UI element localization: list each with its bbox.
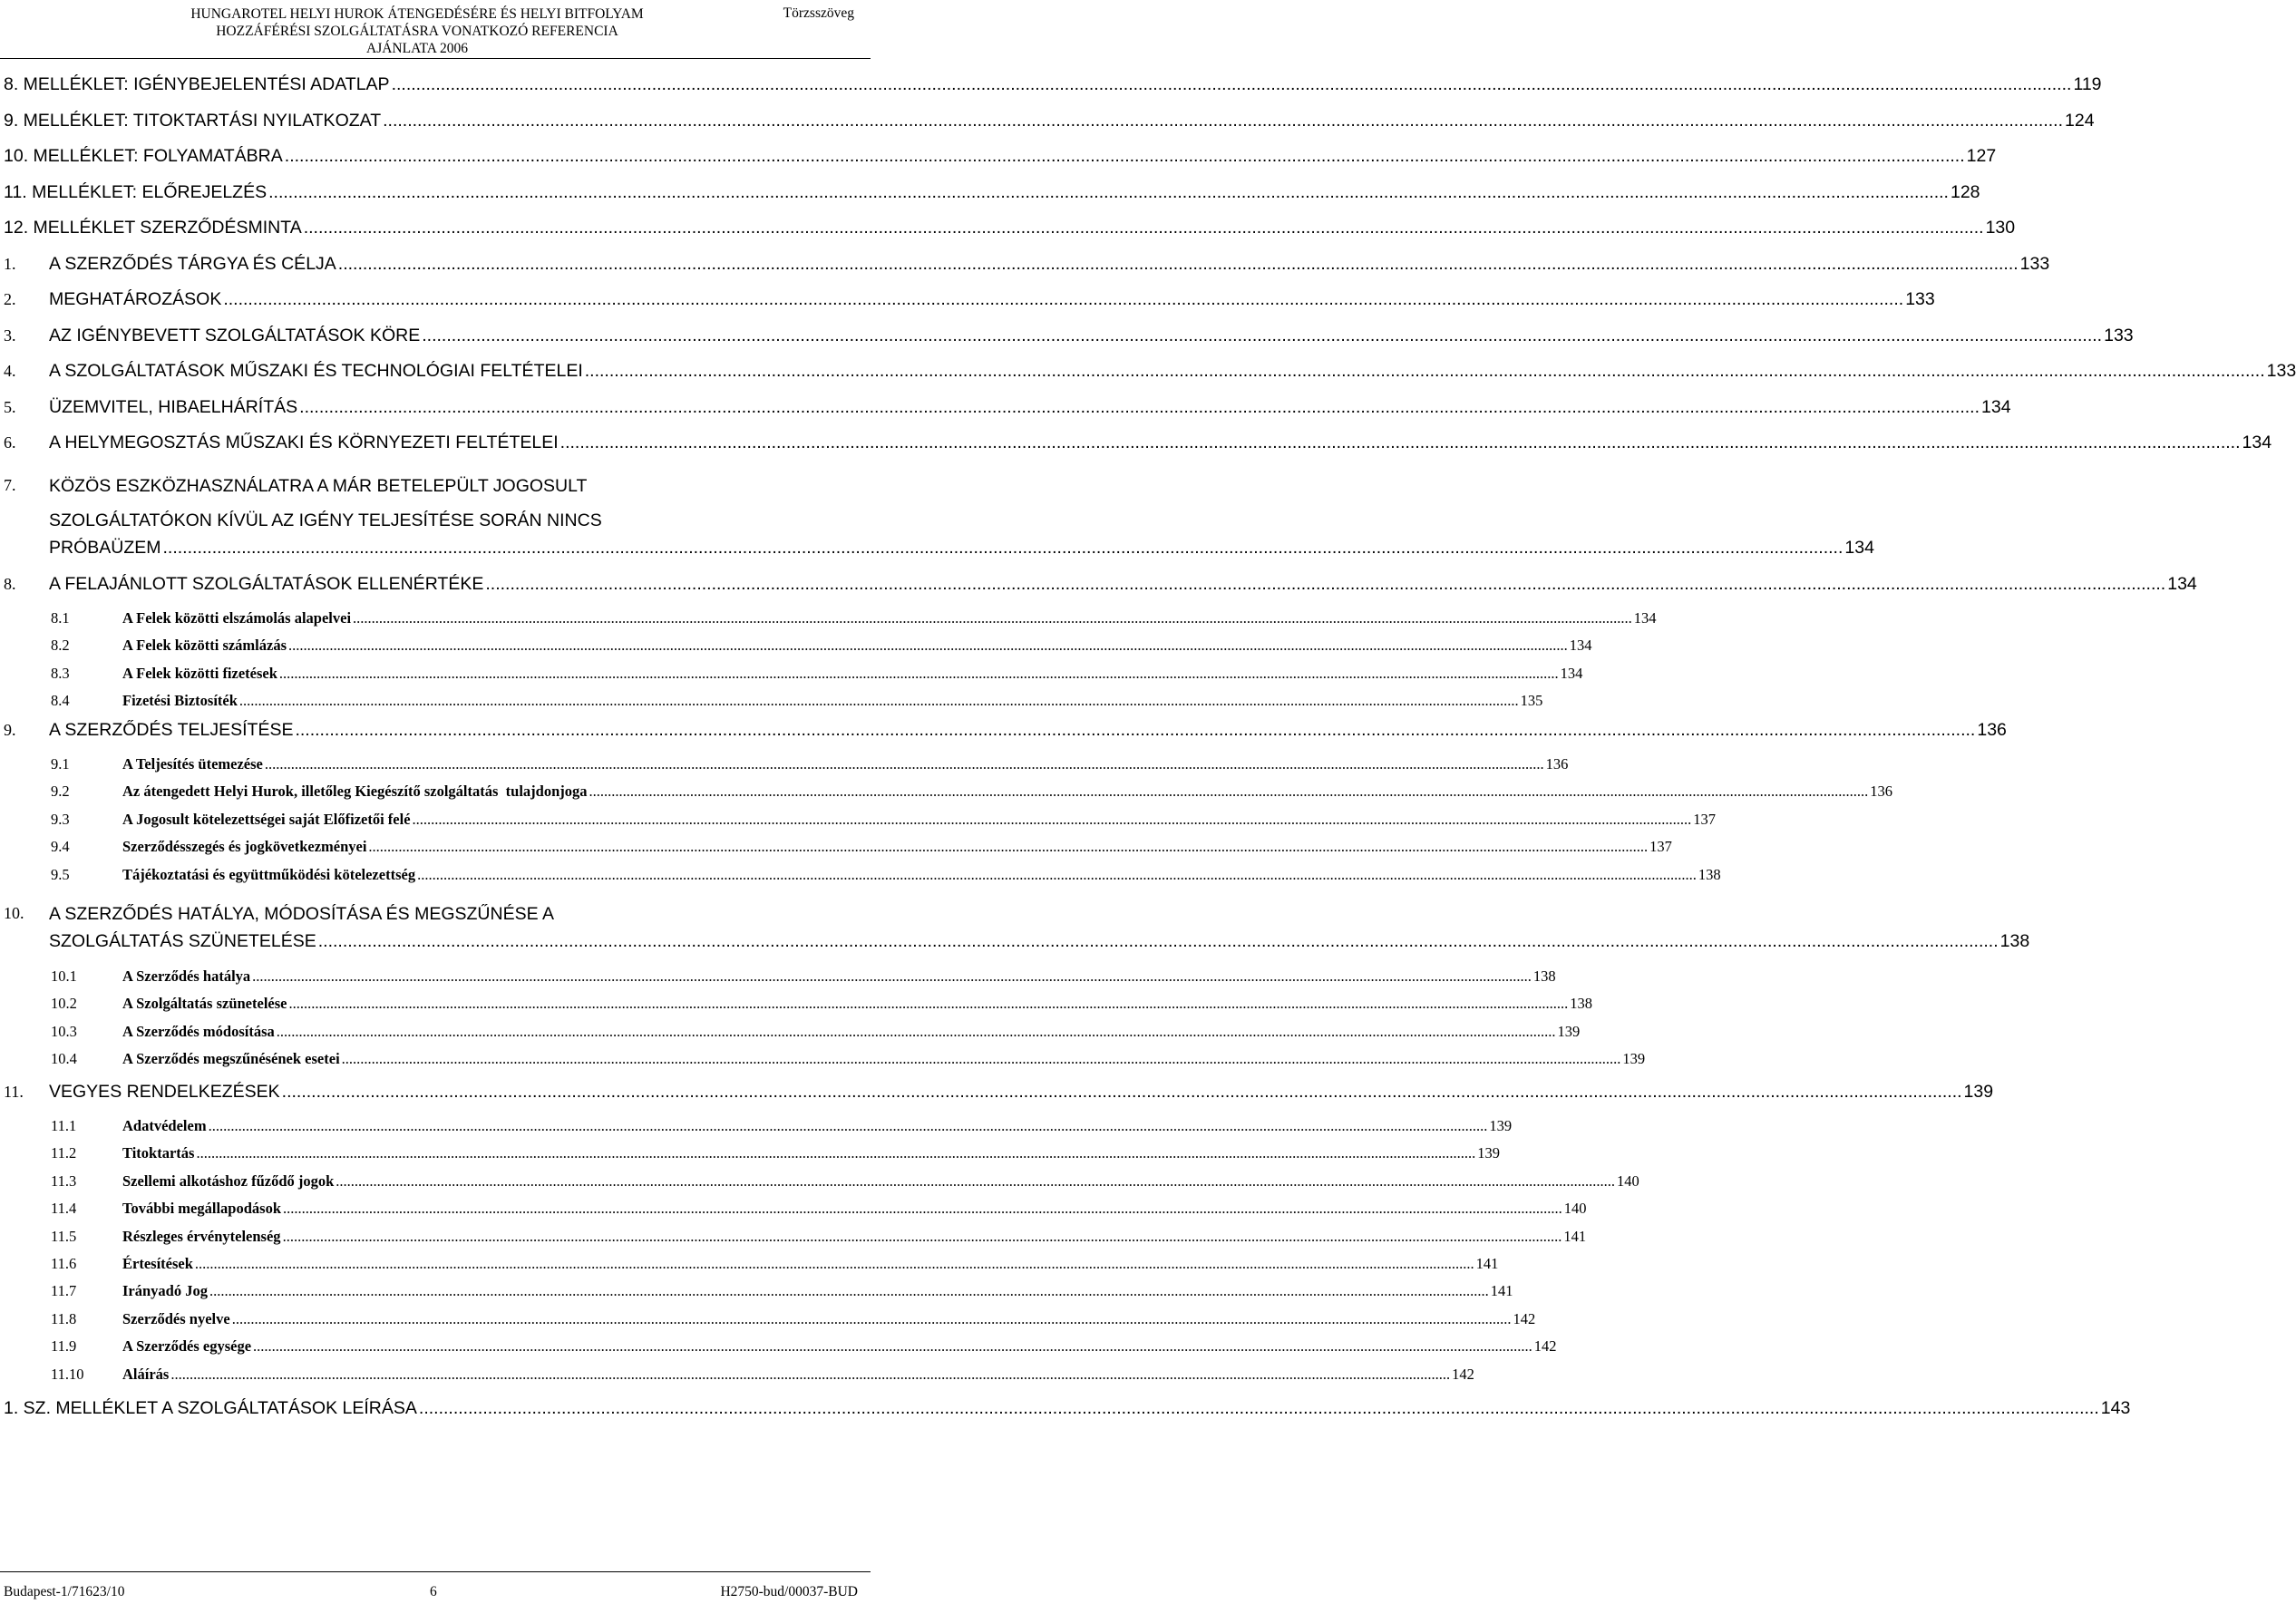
toc-subentry[interactable] (0, 755, 1569, 783)
leader-dots (265, 755, 1544, 773)
toc-number: 11.7 (51, 1282, 77, 1300)
toc-number: 11.8 (51, 1309, 77, 1327)
toc-number: 10.4 (51, 1050, 77, 1068)
toc-subentry[interactable] (0, 637, 1592, 664)
toc-entry[interactable] (0, 218, 2016, 254)
toc-subentry[interactable] (0, 995, 1592, 1022)
document-title (109, 5, 725, 57)
toc-page: 139 (1622, 1050, 1646, 1068)
toc-entry[interactable] (0, 469, 1874, 574)
toc-page: 134 (2242, 433, 2272, 452)
leader-dots (232, 1310, 1512, 1328)
toc-entry[interactable] (0, 110, 2095, 147)
toc-title: Részleges érvénytelenség (122, 1227, 281, 1245)
leader-dots (353, 609, 1632, 627)
leader-dots (163, 538, 1844, 559)
leader-dots (223, 289, 1903, 310)
toc-subentry[interactable] (0, 1050, 1646, 1077)
toc-number: 9.3 (51, 810, 70, 828)
toc-entry[interactable] (0, 74, 2102, 111)
toc-number: 9.4 (51, 838, 70, 856)
toc-subentry[interactable] (0, 664, 1583, 692)
toc-title: Tájékoztatási és együttműködési kötelezettség (122, 865, 416, 883)
leader-dots (283, 1200, 1562, 1218)
toc-title: A SZERZŐDÉS TELJESÍTÉSE (49, 719, 294, 740)
title-line: AJÁNLATA 2006 (366, 41, 468, 56)
footer-rule (0, 1571, 871, 1572)
leader-dots (383, 111, 2063, 131)
toc-title: AZ IGÉNYBEVETT SZOLGÁLTATÁSOK KÖRE (49, 325, 421, 345)
toc-title: Adatvédelem (122, 1117, 207, 1135)
leader-dots (417, 866, 1697, 884)
leader-dots (285, 146, 1965, 167)
toc-title: A Szerződés módosítása (122, 1022, 275, 1040)
leader-dots (282, 1082, 1962, 1103)
toc-page: 133 (2104, 325, 2134, 345)
toc-number: 8.3 (51, 664, 70, 682)
toc-subentry[interactable] (0, 783, 1892, 810)
toc-title: A Szerződés hatálya (122, 967, 251, 986)
toc-number: 11.6 (51, 1255, 77, 1273)
toc-subentry[interactable] (0, 1255, 1499, 1282)
toc-subentry[interactable] (0, 1282, 1513, 1309)
toc-page: 143 (2100, 1397, 2131, 1418)
page-header (0, 0, 871, 58)
toc-entry[interactable] (0, 289, 1935, 326)
toc-title: A Teljesítés ütemezése (122, 755, 263, 773)
leader-dots (336, 1172, 1615, 1191)
toc-page: 141 (1475, 1255, 1499, 1273)
toc-number: 9.1 (51, 755, 70, 773)
toc-title: 10. MELLÉKLET: FOLYAMATÁBRA (4, 146, 283, 166)
toc-subentry[interactable] (0, 1227, 1587, 1255)
toc-number: 11.5 (51, 1227, 77, 1245)
toc-entry[interactable] (0, 325, 2134, 362)
toc-subentry[interactable] (0, 1117, 1513, 1144)
section-label: Törzsszöveg (783, 5, 854, 21)
toc-number: 10. (4, 904, 24, 923)
toc-page: 140 (1563, 1200, 1587, 1218)
toc-title: 8. MELLÉKLET: IGÉNYBEJELENTÉSI ADATLAP (4, 74, 390, 94)
toc-page: 134 (1560, 664, 1583, 682)
toc-subentry[interactable] (0, 1022, 1581, 1050)
toc-page: 128 (1950, 181, 1980, 202)
leader-dots (288, 995, 1568, 1013)
leader-dots (585, 361, 2265, 382)
toc-title: A Szerződés egysége (122, 1337, 252, 1356)
leader-dots (589, 783, 1869, 801)
toc-page: 139 (1489, 1117, 1513, 1135)
toc-page: 124 (2065, 110, 2095, 131)
toc-page: 134 (1844, 537, 1874, 558)
toc-number: 2. (4, 290, 16, 308)
toc-title: A SZOLGÁLTATÁSOK MŰSZAKI ÉS TECHNOLÓGIAI FELTÉTELEI (49, 361, 583, 381)
toc-subentry[interactable] (0, 1337, 1557, 1365)
toc-number: 11.10 (51, 1365, 84, 1383)
toc-title: Irányadó Jog (122, 1282, 208, 1300)
toc-page: 133 (2266, 361, 2296, 381)
toc-entry[interactable] (0, 396, 2011, 433)
toc-title: A Felek közötti fizetések (122, 664, 277, 682)
toc-subentry[interactable] (0, 810, 1717, 838)
toc-title: Az átengedett Helyi Hurok, illetőleg Kiegészítő szolgáltatás tulajdonjoga (122, 783, 588, 801)
toc-page: 134 (1633, 609, 1657, 627)
toc-title: 11. MELLÉKLET: ELŐREJELZÉS (4, 181, 268, 202)
leader-dots (283, 1228, 1562, 1246)
toc-title: MEGHATÁROZÁSOK (49, 289, 222, 309)
toc-page: 141 (1490, 1282, 1513, 1300)
toc-title: A Jogosult kötelezettségei saját Előfizetői felé (122, 810, 411, 828)
toc-entry[interactable] (0, 719, 2007, 756)
toc-page: 134 (2167, 573, 2197, 594)
toc-number: 3. (4, 326, 16, 345)
toc-page: 133 (2019, 253, 2050, 274)
toc-title: A Szerződés megszűnésének esetei (122, 1050, 340, 1068)
title-line: HUNGAROTEL HELYI HUROK ÁTENGEDÉSÉRE ÉS HELYI BITFOLYAM (190, 6, 644, 22)
toc-page: 137 (1693, 810, 1717, 828)
toc-page: 141 (1563, 1227, 1587, 1245)
leader-dots (288, 637, 1568, 655)
toc-title: A FELAJÁNLOTT SZOLGÁLTATÁSOK ELLENÉRTÉKE (49, 573, 484, 594)
toc-title: Szellemi alkotáshoz fűződő jogok (122, 1171, 335, 1190)
toc-subentry[interactable] (0, 609, 1657, 637)
toc-page: 140 (1617, 1171, 1639, 1190)
toc-page: 142 (1533, 1337, 1557, 1356)
toc-page: 119 (2073, 74, 2102, 94)
toc-subentry[interactable] (0, 1365, 1474, 1393)
toc-entry[interactable] (0, 573, 2197, 610)
toc-number: 8.2 (51, 637, 70, 655)
leader-dots (392, 74, 2072, 95)
toc-title: A HELYMEGOSZTÁS MŰSZAKI ÉS KÖRNYEZETI FELTÉTELEI (49, 433, 559, 452)
toc-page: 136 (1977, 719, 2007, 740)
toc-subentry[interactable] (0, 692, 1543, 719)
toc-title: További megállapodások (122, 1200, 281, 1218)
leader-dots (239, 692, 1519, 710)
toc-subentry[interactable] (0, 838, 1672, 865)
toc-title: A Felek közötti elszámolás alapelvei (122, 609, 352, 627)
toc-page: 139 (1557, 1022, 1581, 1040)
toc-page: 133 (1905, 289, 1935, 309)
toc-number: 9.2 (51, 783, 70, 801)
toc-title: A SZERZŐDÉS TÁRGYA ÉS CÉLJA (49, 253, 336, 274)
toc-entry[interactable] (0, 181, 1980, 219)
leader-dots (485, 574, 2165, 595)
leader-dots (299, 397, 1980, 418)
leader-dots (318, 931, 1999, 952)
toc-number: 10.3 (51, 1022, 77, 1040)
leader-dots (252, 967, 1532, 986)
toc-title: 9. MELLÉKLET: TITOKTARTÁSI NYILATKOZAT (4, 110, 382, 131)
toc-page: 139 (1963, 1081, 1994, 1102)
toc-title: 12. MELLÉKLET SZERZŐDÉSMINTA (4, 218, 302, 238)
toc-number: 11.1 (51, 1117, 77, 1135)
toc-number: 10.1 (51, 967, 77, 986)
toc-subentry[interactable] (0, 1171, 1639, 1200)
toc-number: 11. (4, 1082, 24, 1101)
toc-subentry[interactable] (0, 1144, 1500, 1171)
toc-number: 4. (4, 362, 16, 380)
toc-page: 139 (1477, 1144, 1500, 1162)
document-reference: Budapest-1/71623/10 (4, 1584, 125, 1599)
toc-title: ÜZEMVITEL, HIBAELHÁRÍTÁS (49, 396, 298, 417)
toc-number: 8. (4, 574, 16, 593)
toc-entry[interactable] (0, 433, 2272, 469)
leader-dots (279, 665, 1559, 683)
toc-page: 137 (1649, 838, 1672, 856)
toc-number: 7. (4, 475, 16, 494)
toc-entry[interactable] (0, 361, 2296, 397)
toc-title-line: SZOLGÁLTATÁS SZÜNETELÉSE (49, 931, 316, 952)
leader-dots (419, 1398, 2099, 1419)
leader-dots (338, 254, 2019, 275)
toc-title: VEGYES RENDELKEZÉSEK (49, 1081, 280, 1102)
toc-page: 138 (1570, 995, 1592, 1013)
toc-number: 8.4 (51, 692, 70, 710)
toc-title-line: SZOLGÁLTATÓKON KÍVÜL AZ IGÉNY TELJESÍTÉSE SORÁN NINCS (49, 510, 602, 530)
leader-dots (277, 1023, 1556, 1041)
toc-page: 135 (1520, 692, 1543, 710)
leader-dots (195, 1255, 1474, 1273)
toc-page: 127 (1966, 146, 1997, 166)
toc-title: 1. SZ. MELLÉKLET A SZOLGÁLTATÁSOK LEÍRÁSA (4, 1397, 417, 1418)
toc-title-line: PRÓBAÜZEM (49, 537, 161, 558)
toc-title: Fizetési Biztosíték (122, 692, 238, 710)
leader-dots (422, 326, 2102, 346)
leader-dots (253, 1337, 1532, 1356)
leader-dots (268, 182, 1949, 203)
toc-page: 134 (1569, 637, 1592, 655)
toc-page: 142 (1513, 1309, 1536, 1327)
page-number: 6 (430, 1584, 437, 1599)
toc-title: Szerződés nyelve (122, 1309, 230, 1327)
toc-title: Szerződésszegés és jogkövetkezményei (122, 838, 367, 856)
toc-title-line: A SZERZŐDÉS HATÁLYA, MÓDOSÍTÁSA ÉS MEGSZŰNÉSE A (49, 904, 554, 925)
leader-dots (209, 1282, 1489, 1300)
toc-page: 138 (1999, 931, 2030, 952)
header-rule (0, 58, 871, 59)
leader-dots (342, 1050, 1621, 1068)
toc-entry[interactable] (0, 1081, 1994, 1118)
toc-page: 138 (1698, 865, 1721, 883)
leader-dots (295, 720, 1975, 741)
toc-title: A Szolgáltatás szünetelése (122, 995, 287, 1013)
toc-number: 11.3 (51, 1171, 77, 1190)
leader-dots (413, 811, 1692, 829)
toc-title: Titoktartás (122, 1144, 195, 1162)
toc-number: 8.1 (51, 609, 70, 627)
leader-dots (560, 433, 2241, 453)
file-code: H2750-bud/00037-BUD (720, 1584, 858, 1599)
title-line: HOZZÁFÉRÉSI SZOLGÁLTATÁSRA VONATKOZÓ REFERENCIA (216, 24, 618, 39)
toc-number: 6. (4, 433, 16, 452)
toc-page: 142 (1452, 1365, 1474, 1383)
toc-subentry[interactable] (0, 865, 1721, 893)
leader-dots (196, 1144, 1475, 1162)
table-of-contents (0, 74, 2296, 1434)
toc-number: 5. (4, 397, 16, 416)
toc-page: 130 (1985, 218, 2016, 238)
leader-dots (368, 838, 1648, 856)
toc-subentry[interactable] (0, 1309, 1536, 1337)
toc-number: 10.2 (51, 995, 77, 1013)
toc-number: 11.9 (51, 1337, 77, 1356)
toc-page: 134 (1981, 396, 2011, 417)
toc-title-line: KÖZÖS ESZKÖZHASZNÁLATRA A MÁR BETELEPÜLT JOGOSULT (49, 475, 588, 496)
toc-subentry[interactable] (0, 1200, 1587, 1227)
toc-page: 138 (1532, 967, 1556, 986)
toc-entry[interactable] (0, 253, 2050, 290)
toc-number: 1. (4, 254, 16, 273)
toc-number: 9. (4, 720, 16, 739)
leader-dots (209, 1117, 1488, 1135)
toc-entry[interactable] (0, 146, 1997, 182)
page-footer (0, 1571, 871, 1604)
toc-title: Értesítések (122, 1255, 193, 1273)
toc-subentry[interactable] (0, 967, 1556, 995)
toc-entry[interactable] (0, 1397, 2131, 1434)
toc-number: 11.4 (51, 1200, 77, 1218)
toc-number: 9.5 (51, 865, 70, 883)
toc-title: A Felek közötti számlázás (122, 637, 287, 655)
toc-number: 11.2 (51, 1144, 77, 1162)
toc-entry[interactable] (0, 897, 2030, 967)
leader-dots (170, 1366, 1450, 1384)
toc-title: Aláírás (122, 1365, 170, 1383)
leader-dots (304, 218, 1984, 238)
toc-page: 136 (1870, 783, 1892, 801)
toc-page: 136 (1545, 755, 1569, 773)
